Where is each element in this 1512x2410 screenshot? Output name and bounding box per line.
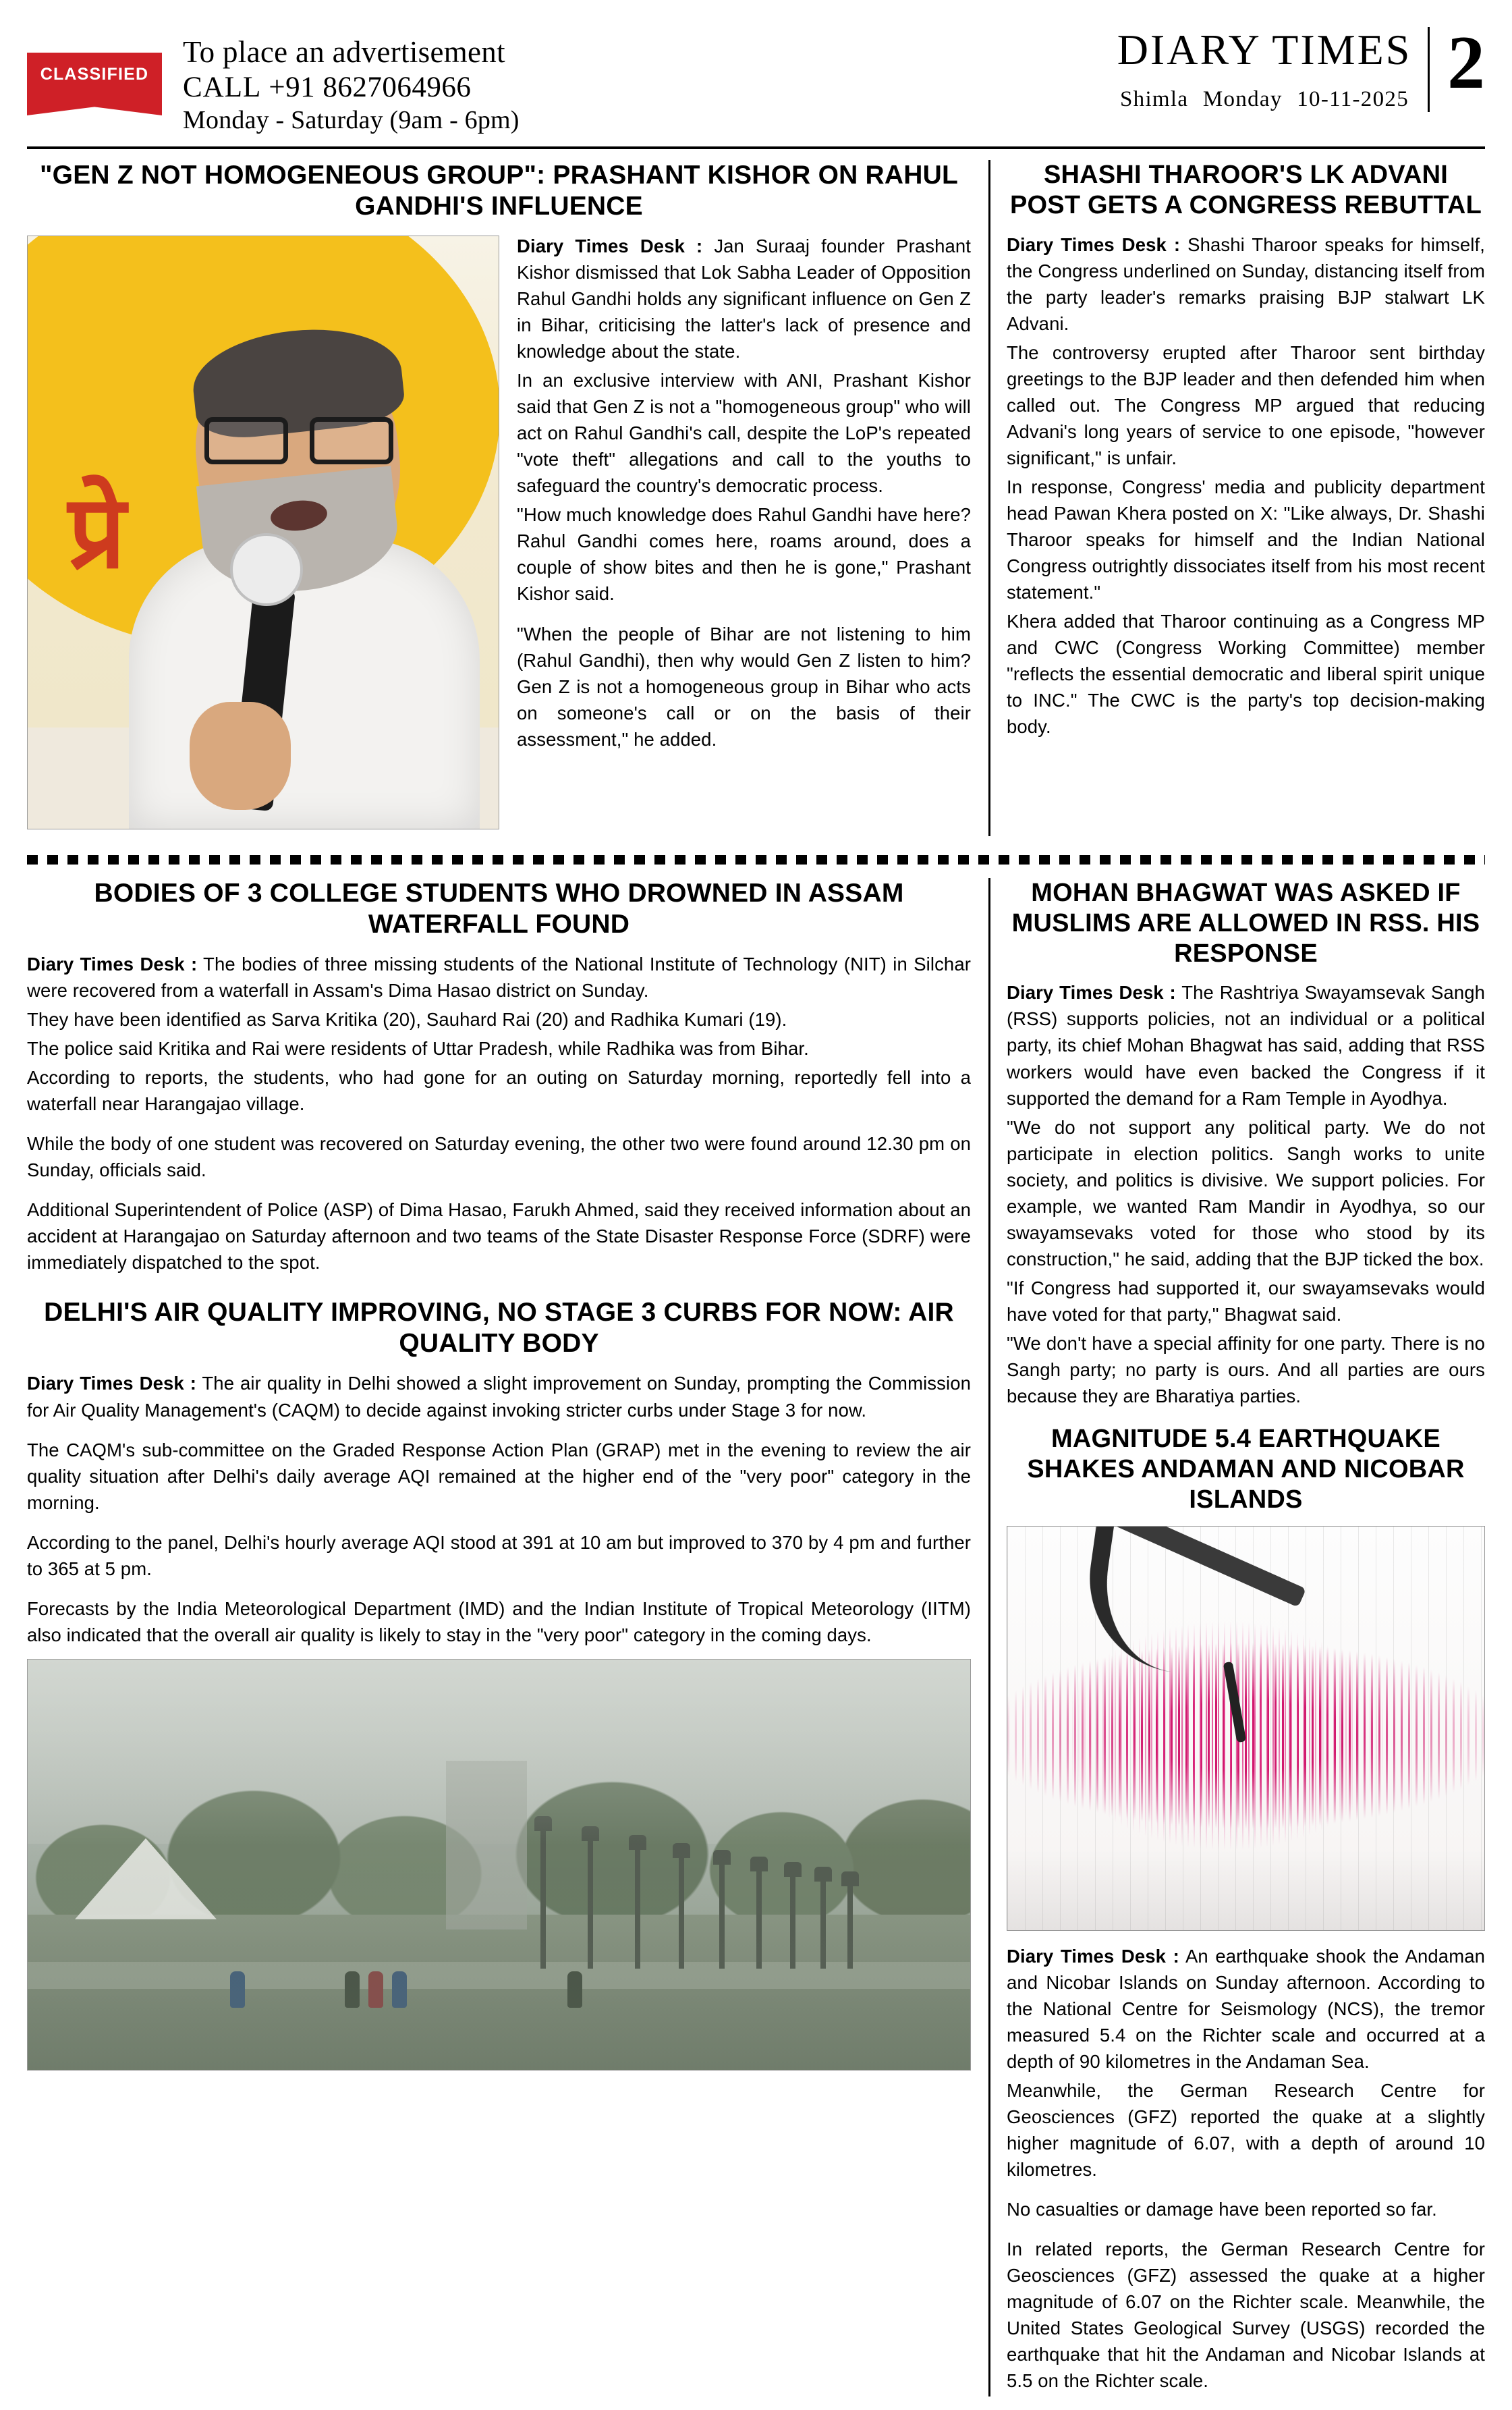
article-paragraph: "How much knowledge does Rahul Gandhi have here? Rahul Gandhi comes here, roams around, does a couple of show bites and then he is gone," Prashant Kishor said. [517, 504, 971, 605]
article-headline: MAGNITUDE 5.4 EARTHQUAKE SHAKES ANDAMAN AND NICOBAR ISLANDS [1027, 1425, 1465, 1514]
article-tharoor [988, 160, 1485, 836]
lower-section [27, 878, 1485, 2397]
brand-text [1116, 27, 1428, 112]
article-headline: DELHI'S AIR QUALITY IMPROVING, NO STAGE 3 CURBS FOR NOW: AIR QUALITY BODY [44, 1298, 954, 1359]
ad-hours: Monday - Saturday (9am - 6pm) [183, 106, 520, 135]
article-paragraph [1007, 231, 1485, 337]
top-section [27, 149, 1485, 836]
article-dateline: Diary Times Desk : [27, 953, 198, 975]
photo-delhi-smog [27, 1659, 971, 2071]
article-headline: BODIES OF 3 COLLEGE STUDENTS WHO DROWNED IN ASSAM WATERFALL FOUND [94, 878, 904, 939]
article-paragraph: "We don't have a special affinity for one party. There is no Sangh party; no party is ours. And all parties are ours because they are Bharatiya parties. [1007, 1332, 1485, 1407]
article-paragraph: No casualties or damage have been reported so far. [1007, 2199, 1437, 2220]
article-paragraph: The controversy erupted after Tharoor sent birthday greetings to the BJP leader and then defended him when called out. The Congress MP argued that reducing Advani's long years of service to one episode, "however significant," is unfair. [1007, 341, 1485, 468]
article-paragraph [1007, 979, 1485, 1111]
article-paragraph-text: The air quality in Delhi showed a slight improvement on Sunday, prompting the Commission for Air Quality Management's (CAQM) to decide against invoking stricter curbs under Stage 3 for now. [27, 1373, 971, 1421]
article-paragraph [27, 951, 971, 1004]
photo-seismograph [1007, 1526, 1485, 1931]
article-paragraph: "When the people of Bihar are not listening to him (Rahul Gandhi), then why would Gen Z listen to him? Gen Z is not a homogeneous group in Bihar who acts on someone's call or on the basis of their assessment," he added. [517, 623, 971, 750]
article-paragraph: Additional Superintendent of Police (ASP) of Dima Hasao, Farukh Ahmed, said they received information about an accident at Harangajao on Saturday afternoon and two teams of the State Disaster Response Force (SDRF) were immediately dispatched to the spot. [27, 1199, 971, 1274]
edition-day: Monday [1202, 87, 1283, 112]
article-paragraph: "If Congress had supported it, our swayamsevaks would have voted for that party," Bhagwat said. [1007, 1277, 1485, 1325]
article-paragraph: They have been identified as Sarva Kritika (20), Sauhard Rai (20) and Radhika Kumari (19). [27, 1009, 787, 1030]
advertisement-info [165, 23, 965, 137]
article-body [27, 233, 971, 836]
article-headline: SHASHI THAROOR'S LK ADVANI POST GETS A CONGRESS REBUTTAL [1010, 160, 1482, 219]
article-paragraph: In related reports, the German Research Centre for Geosciences (GFZ) assessed the quake at a higher magnitude of 6.07 on the Richter scale. Meanwhile, the United States Geological Survey (USGS) recorded the earthquake that hit the Andaman and Nicobar Islands at 5.5 on the Richter scale. [1007, 2239, 1485, 2392]
classified-badge [27, 23, 165, 97]
edition-line [1116, 87, 1413, 112]
article-dateline: Diary Times Desk : [1007, 982, 1176, 1004]
article-paragraph-text: Jan Suraaj founder Prashant Kishor dismissed that Lok Sabha Leader of Opposition Rahul Gandhi holds any significant influence on Gen Z in Bihar, criticising the latter's lack of presence and knowledge about the state. [517, 235, 971, 362]
classified-ribbon-label: CLASSIFIED [27, 53, 162, 97]
article-paragraph: In an exclusive interview with ANI, Prashant Kishor said that Gen Z is not a "homogeneous group" who will act on Rahul Gandhi's call, despite the LoP's repeated "vote theft" allegations and call to the youths to safeguard the country's democratic process. [517, 370, 971, 497]
article-earthquake [1007, 1424, 1485, 2394]
article-paragraph-text: Shashi Tharoor speaks for himself, the Congress underlined on Sunday, distancing itself from the party leader's remarks praising BJP stalwart LK Advani. [1007, 234, 1485, 334]
article-prashant-kishor [27, 160, 988, 836]
article-paragraph: In response, Congress' media and publicity department head Pawan Khera posted on X: "Like always, Dr. Shashi Tharoor speaks for himself and the Indian National Congress outrightly dissociates itself from his most recent statement." [1007, 476, 1485, 603]
ad-phone-number: +91 8627064966 [269, 71, 472, 103]
article-dateline: Diary Times Desk : [27, 1373, 196, 1394]
article-paragraph [1007, 1943, 1485, 2075]
article-paragraph: Meanwhile, the German Research Centre for Geosciences (GFZ) reported the quake at a slightly higher magnitude of 6.07, with a depth of around 10 kilometres. [1007, 2079, 1485, 2180]
lower-left-column [27, 878, 988, 2397]
article-paragraph: The police said Kritika and Rai were residents of Uttar Pradesh, while Radhika was from Bihar. [27, 1038, 809, 1060]
photo-prashant-kishor: प्रे [27, 236, 499, 829]
page-number: 2 [1428, 27, 1485, 112]
article-dateline: Diary Times Desk : [1007, 234, 1181, 255]
article-bhagwat-rss [1007, 878, 1485, 1409]
section-divider-dashed [27, 854, 1485, 866]
ad-headline: To place an advertisement [183, 35, 505, 69]
article-paragraph-text: The Rashtriya Swayamsevak Sangh (RSS) supports policies, not an individual or a political party, its chief Mohan Bhagwat has said, adding that RSS workers would have even backed the Congress if it supported the demand for a Ram Temple in Ayodhya. [1007, 982, 1485, 1109]
article-paragraph-text: An earthquake shook the Andaman and Nicobar Islands on Sunday afternoon. According to the National Centre for Seismology (NCS), the tremor measured 5.4 on the Richter scale and occurred at a depth of 90 kilometres in the Andaman Sea. [1007, 1945, 1485, 2072]
edition-city: Shimla [1120, 87, 1189, 112]
brand-block [965, 23, 1485, 112]
article-dateline: Diary Times Desk : [517, 235, 703, 256]
ad-call-word: CALL [183, 71, 262, 103]
masthead [27, 23, 1485, 144]
article-paragraph: Forecasts by the India Meteorological Department (IMD) and the Indian Institute of Tropical Meteorology (IITM) also indicated that the overall air quality is likely to stay in the "very poor" category in the coming days. [27, 1597, 971, 1645]
article-dateline: Diary Times Desk : [1007, 1945, 1179, 1967]
edition-date: 10-11-2025 [1297, 87, 1409, 112]
article-paragraph: The CAQM's sub-committee on the Graded Response Action Plan (GRAP) met in the evening to review the air quality situation after Delhi's daily average AQI remained at the higher end of the "very poor" category in the morning. [27, 1439, 971, 1513]
ad-call-line [183, 70, 965, 105]
article-paragraph-text: The bodies of three missing students of the National Institute of Technology (NIT) in Silchar were recovered from a waterfall in Assam's Dima Hasao district on Sunday. [27, 953, 971, 1001]
article-headline: "GEN Z NOT HOMOGENEOUS GROUP": PRASHANT KISHOR ON RAHUL GANDHI'S INFLUENCE [39, 160, 958, 221]
article-paragraph: According to reports, the students, who had gone for an outing on Saturday morning, reportedly fell into a waterfall near Harangajao village. [27, 1067, 971, 1115]
article-paragraph: Khera added that Tharoor continuing as a Congress MP and CWC (Congress Working Committee) member "reflects the essential democratic and liberal spirit unique to INC." The CWC is the party's top decision-making body. [1007, 611, 1485, 738]
article-assam-waterfall [27, 878, 971, 1276]
article-paragraph: According to the panel, Delhi's hourly average AQI stood at 391 at 10 am but improved to 370 by 4 pm and further to 365 at 5 pm. [27, 1531, 971, 1579]
article-paragraph: "We do not support any political party. We do not participate in election politics. Sangh works to unite society, and politics is divisive. We support policies. For example, we wanted Ram Mandir in Ayodhya, so our swayamsevaks voted for those who stood by its construction," he said, adding that the BJP ticked the box. [1007, 1116, 1485, 1269]
article-delhi-air-quality [27, 1297, 971, 2070]
lower-right-column [988, 878, 1485, 2397]
article-headline: MOHAN BHAGWAT WAS ASKED IF MUSLIMS ARE ALLOWED IN RSS. HIS RESPONSE [1011, 878, 1480, 968]
newspaper-title: DIARY TIMES [1117, 26, 1412, 74]
article-paragraph: While the body of one student was recovered on Saturday evening, the other two were found around 12.30 pm on Sunday, officials said. [27, 1133, 971, 1181]
article-paragraph [27, 1370, 971, 1423]
